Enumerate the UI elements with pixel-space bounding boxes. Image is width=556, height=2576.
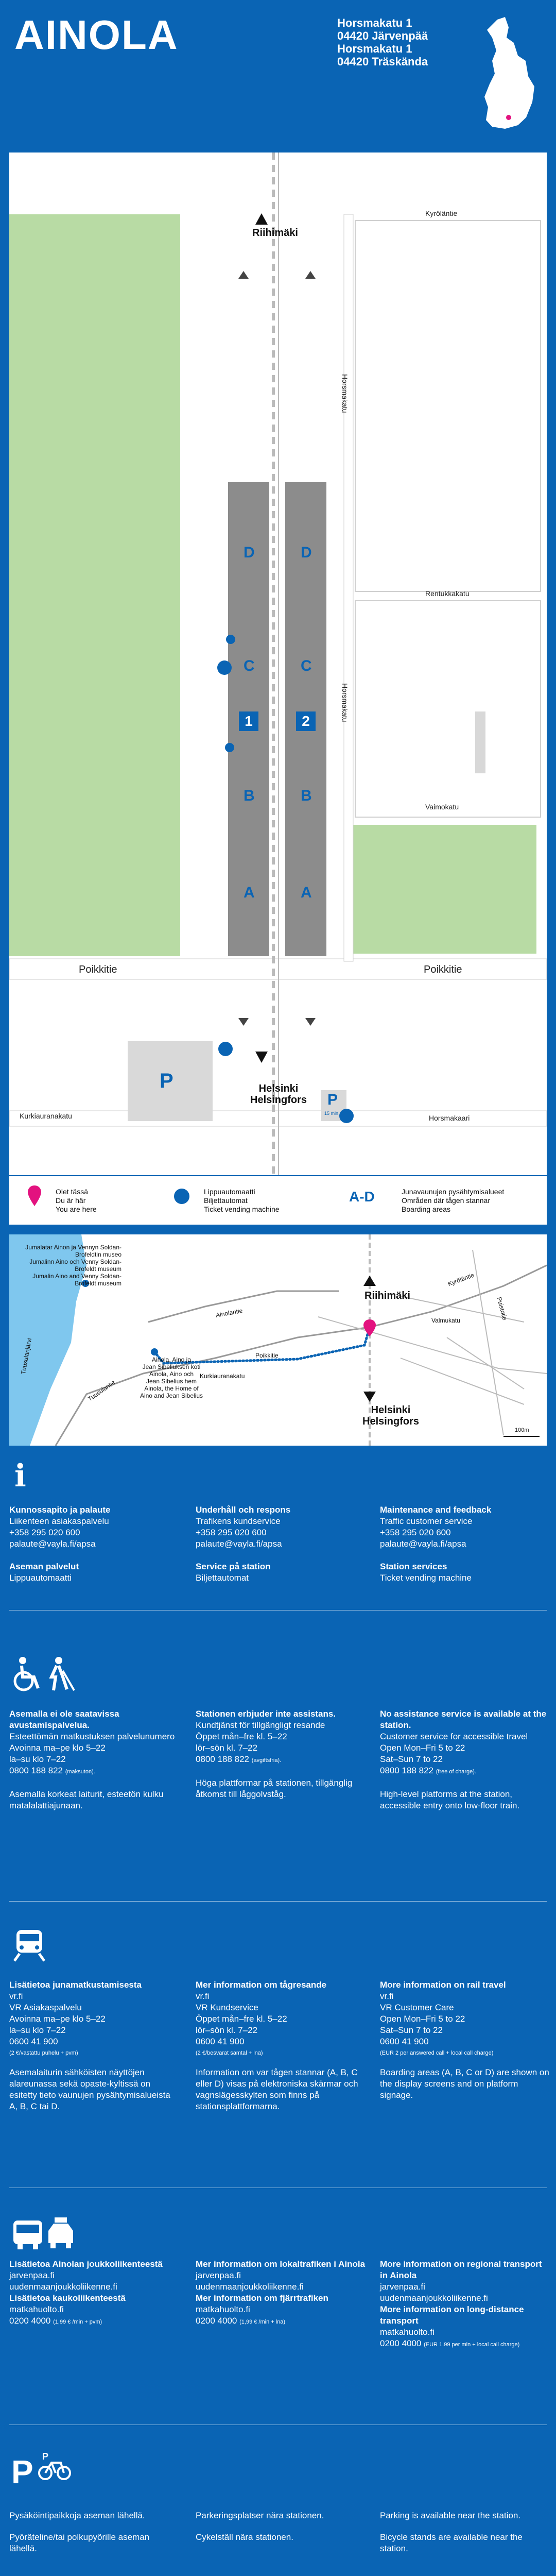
- direction-south-sv: Helsingfors: [250, 1094, 307, 1106]
- access-line: Customer service for accessible travel: [380, 1732, 528, 1741]
- train-text: Information om var tågen stannar (A, B, C eller D) visas på elektroniska skärmar och vagnslägesskylten som finns på stationsplattformarna.: [196, 2067, 358, 2111]
- bus-line: uudenmaanjoukkoliikenne.fi: [9, 2282, 117, 2292]
- parking-line: Parkeringsplatser nära stationen.: [196, 2511, 324, 2520]
- place-text: Aino and Jean Sibelius: [140, 1392, 203, 1399]
- legend-you-are-here: [56, 1188, 97, 1214]
- direction-north: Riihimäki: [252, 227, 298, 239]
- station-map: [9, 152, 547, 1175]
- area-map: [9, 1234, 547, 1446]
- parking-small-icon: P: [327, 1091, 338, 1108]
- location-pin-icon: [28, 1185, 41, 1206]
- sector-letter: D: [301, 544, 312, 561]
- train-col-en: [380, 1979, 550, 2101]
- legend-text: Boarding areas: [402, 1205, 450, 1213]
- info-heading: Kunnossapito ja palaute: [9, 1505, 111, 1515]
- parking-line: Pyöräteline/tai polkupyörille aseman lähellä.: [9, 2532, 150, 2553]
- train-line: VR Asiakaspalvelu: [9, 2003, 82, 2012]
- info-line: Biljettautomat: [196, 1573, 249, 1583]
- access-line: Open Mon–Fri 5 to 22: [380, 1743, 465, 1753]
- road-label: Kurkiauranakatu: [200, 1372, 245, 1380]
- area-south-fi: Helsinki: [371, 1404, 411, 1416]
- access-note: (free of charge).: [436, 1769, 476, 1775]
- train-line: Öppet mån–fre kl. 5–22: [196, 2014, 287, 2024]
- bus-heading: Mer information om lokaltrafiken i Ainola: [196, 2259, 366, 2269]
- access-note: (avgiftsfria).: [251, 1757, 282, 1764]
- section-divider: [9, 1610, 547, 1611]
- bus-heading: More information on long-distance transport: [380, 2304, 524, 2326]
- address-line: 04420 Träskända: [337, 55, 428, 68]
- train-icon: [11, 1927, 47, 1963]
- access-col-en: [380, 1708, 550, 1811]
- info-heading: Station services: [380, 1562, 447, 1571]
- road-label: Poikkitie: [255, 1352, 279, 1359]
- street-label: Rentukkakatu: [425, 589, 470, 598]
- train-note: (2 €/vastattu puhelu + pvm): [9, 2050, 78, 2056]
- parking-line: Parking is available near the station.: [380, 2511, 521, 2520]
- street-horsmakatu: [344, 214, 353, 961]
- access-line: Esteettömän matkustuksen palvelunumero: [9, 1732, 175, 1741]
- bus-line: jarvenpaa.fi: [196, 2270, 241, 2280]
- info-col-sv: [196, 1504, 366, 1584]
- bus-col-sv: [196, 2259, 366, 2328]
- map-legend: [9, 1175, 547, 1225]
- legend-text: Du är här: [56, 1196, 86, 1205]
- train-col-fi: [9, 1979, 179, 2112]
- info-line: Liikenteen asiakaspalvelu: [9, 1516, 109, 1526]
- train-note: (EUR 2 per answered call + local call charge): [380, 2050, 494, 2056]
- place-text: Ainola, Aino och: [149, 1370, 194, 1378]
- train-phone: 0600 41 900: [196, 2037, 245, 2046]
- bus-line: uudenmaanjoukkoliikenne.fi: [380, 2293, 488, 2303]
- info-col-en: [380, 1504, 550, 1584]
- station-address: [337, 16, 428, 68]
- bus-note: (1,99 € /min + pvm): [53, 2319, 102, 2325]
- info-line: Lippuautomaatti: [9, 1573, 72, 1583]
- bus-line: jarvenpaa.fi: [380, 2282, 425, 2292]
- scale-label: 100m: [515, 1427, 529, 1433]
- street-label: Horsmakatu: [341, 374, 349, 413]
- info-line: Trafikens kundservice: [196, 1516, 281, 1526]
- legend-text: Biljettautomat: [204, 1196, 248, 1205]
- legend-text: Områden där tågen stannar: [402, 1196, 490, 1205]
- bus-line: matkahuolto.fi: [380, 2327, 435, 2337]
- access-phone: 0800 188 822: [380, 1766, 433, 1775]
- street-label: Vaimokatu: [425, 803, 459, 811]
- svg-text:P: P: [42, 2452, 49, 2462]
- road-label: Valmukatu: [431, 1317, 460, 1324]
- access-text: Asemalla korkeat laiturit, esteetön kulku matalalattiajunaan.: [9, 1789, 164, 1810]
- bus-heading: Lisätietoa kaukoliikenteestä: [9, 2293, 126, 2303]
- road-label: Puistotie: [495, 1296, 509, 1321]
- parking-bicycle-icon: [11, 2452, 83, 2488]
- area-south-sv: Helsingfors: [362, 1416, 420, 1427]
- bus-line: matkahuolto.fi: [196, 2304, 250, 2314]
- access-line: la–su klo 7–22: [9, 1754, 66, 1764]
- sector-letter: B: [301, 787, 312, 804]
- bus-line: uudenmaanjoukkoliikenne.fi: [196, 2282, 304, 2292]
- parking-col-sv: [196, 2510, 366, 2543]
- access-text: High-level platforms at the station, accessible entry onto low-floor train.: [380, 1789, 520, 1810]
- info-icon: i: [14, 1458, 26, 1494]
- access-heading: No assistance service is available at the station.: [380, 1709, 547, 1730]
- platform-number: 2: [296, 711, 316, 731]
- bus-col-en: [380, 2259, 550, 2350]
- address-line: Horsmakatu 1: [337, 42, 412, 55]
- access-text: Höga plattformar på stationen, tillgänglig åtkomst till låggolvståg.: [196, 1778, 353, 1799]
- city-block: [355, 221, 541, 591]
- sector-letter: B: [244, 787, 255, 804]
- bus-line: matkahuolto.fi: [9, 2304, 64, 2314]
- bus-phone: 0200 4000: [9, 2316, 51, 2326]
- parking-line: Pysäköintipaikkoja aseman lähellä.: [9, 2511, 145, 2520]
- train-col-sv: [196, 1979, 366, 2112]
- info-line: palaute@vayla.fi/apsa: [380, 1539, 466, 1549]
- address-line: 04420 Järvenpää: [337, 29, 428, 42]
- finland-map-icon: [477, 14, 543, 138]
- sector-letter: A: [301, 884, 312, 901]
- wheelchair-icon: [11, 1656, 83, 1692]
- park-area: [9, 214, 180, 956]
- access-heading: Asemalla ei ole saatavissa avustamispalvelua.: [9, 1709, 119, 1730]
- info-heading: Underhåll och respons: [196, 1505, 291, 1515]
- place-text: Jumalatar Ainon ja Vennyn Soldan-Brofeldtin museo: [25, 1244, 121, 1258]
- parking-icon: P: [160, 1070, 173, 1092]
- parking-col-fi: [9, 2510, 179, 2554]
- section-divider: [9, 1901, 547, 1902]
- train-line: vr.fi: [9, 1991, 23, 2001]
- train-phone: 0600 41 900: [380, 2037, 429, 2046]
- train-line: Avoinna ma–pe klo 5–22: [9, 2014, 106, 2024]
- building: [475, 711, 485, 773]
- ticket-machine-icon: [174, 1189, 189, 1204]
- street-label: Poikkitie: [79, 964, 117, 975]
- parking-col-en: [380, 2510, 550, 2554]
- info-line: +358 295 020 600: [380, 1528, 451, 1537]
- sector-letter: D: [244, 544, 255, 561]
- access-col-fi: [9, 1708, 179, 1811]
- street-label: Poikkitie: [424, 964, 462, 975]
- info-heading: Maintenance and feedback: [380, 1505, 492, 1515]
- legend-text: You are here: [56, 1205, 97, 1213]
- info-line: +358 295 020 600: [9, 1528, 80, 1537]
- legend-text: Ticket vending machine: [204, 1205, 280, 1213]
- sector-letter: A: [244, 884, 255, 901]
- parking-small-note: 15 min: [324, 1111, 339, 1116]
- address-line: Horsmakatu 1: [337, 16, 412, 29]
- svg-text:P: P: [11, 2453, 33, 2488]
- place-text: Jumalin Aino and Venny Soldan-Brofeldt museum: [32, 1273, 121, 1287]
- info-col-fi: [9, 1504, 179, 1584]
- info-line: palaute@vayla.fi/apsa: [9, 1539, 96, 1549]
- access-phone: 0800 188 822: [9, 1766, 63, 1775]
- access-line: Öppet mån–fre kl. 5–22: [196, 1732, 287, 1741]
- train-phone: 0600 41 900: [9, 2037, 58, 2046]
- train-heading: Lisätietoa junamatkustamisesta: [9, 1980, 142, 1990]
- access-line: Kundtjänst för tillgängligt resande: [196, 1720, 325, 1730]
- bus-phone: 0200 4000: [196, 2316, 237, 2326]
- train-line: VR Kundservice: [196, 2003, 258, 2012]
- road-label: Ainolantie: [215, 1307, 244, 1319]
- access-heading: Stationen erbjuder inte assistans.: [196, 1709, 336, 1719]
- bus-heading: Lisätietoa Ainolan joukkoliikenteestä: [9, 2259, 163, 2269]
- sectors-symbol: A-D: [349, 1189, 375, 1205]
- station-title: AINOLA: [14, 12, 179, 58]
- train-heading: More information on rail travel: [380, 1980, 506, 1990]
- train-text: Asemalaiturin sähköisten näyttöjen alareunassa sekä opaste-kyltissä on esitetty tieto vaunujen pysähtymisalueista A, B, C tai D.: [9, 2067, 170, 2111]
- legend-sectors: [402, 1188, 504, 1214]
- road-label: Tuusulantie: [86, 1378, 117, 1403]
- info-line: Ticket vending machine: [380, 1573, 472, 1583]
- access-phone: 0800 188 822: [196, 1754, 249, 1764]
- sector-letter: C: [244, 657, 255, 674]
- train-line: Open Mon–Fri 5 to 22: [380, 2014, 465, 2024]
- bus-line: jarvenpaa.fi: [9, 2270, 55, 2280]
- park-area: [350, 825, 536, 954]
- train-line: vr.fi: [380, 1991, 394, 2001]
- legend-text: Junavaunujen pysähtymisalueet: [402, 1188, 505, 1196]
- road-label: Kyröläntie: [447, 1271, 475, 1288]
- train-text: Boarding areas (A, B, C or D) are shown on the display screens and on platform signage.: [380, 2067, 549, 2100]
- direction-south: [250, 1083, 307, 1106]
- info-line: +358 295 020 600: [196, 1528, 267, 1537]
- street-label: Horsmakaari: [429, 1114, 470, 1122]
- info-heading: Aseman palvelut: [9, 1562, 79, 1571]
- place-text: Ainola, the Home of: [144, 1385, 199, 1392]
- info-line: palaute@vayla.fi/apsa: [196, 1539, 282, 1549]
- train-line: lör–sön kl. 7–22: [196, 2025, 258, 2035]
- parking-line: Cykelställ nära stationen.: [196, 2532, 293, 2542]
- train-note: (2 €/besvarat samtal + lna): [196, 2050, 263, 2056]
- legend-ticket-machine: [204, 1188, 280, 1214]
- info-heading: Service på station: [196, 1562, 271, 1571]
- place-text: Ainola, Aino ja: [151, 1356, 192, 1363]
- platform-number: 1: [239, 711, 258, 731]
- place-text: Jumalinn Aino och Venny Soldan-Brofeldt museum: [29, 1258, 121, 1273]
- city-block: [355, 601, 541, 817]
- parking-line: Bicycle stands are available near the station.: [380, 2532, 523, 2553]
- bus-col-fi: [9, 2259, 179, 2328]
- museum-label: [24, 1244, 121, 1287]
- direction-south-fi: Helsinki: [258, 1083, 299, 1094]
- bus-taxi-icon: [11, 2215, 78, 2251]
- access-col-sv: [196, 1708, 366, 1800]
- bus-heading: More information on regional transport in Ainola: [380, 2259, 542, 2280]
- street-label: Kyröläntie: [425, 209, 458, 217]
- bus-phone: 0200 4000: [380, 2338, 422, 2348]
- lake-label: Tuusulanjärvi: [20, 1337, 33, 1375]
- legend-text: Lippuautomaatti: [204, 1188, 255, 1196]
- bus-heading: Mer information om fjärrtrafiken: [196, 2293, 328, 2303]
- bus-note: (1,99 € /min + lna): [239, 2319, 286, 2325]
- train-line: Sat–Sun 7 to 22: [380, 2025, 443, 2035]
- access-line: Avoinna ma–pe klo 5–22: [9, 1743, 106, 1753]
- train-line: vr.fi: [196, 1991, 210, 2001]
- access-note: (maksuton).: [65, 1769, 95, 1775]
- place-text: Jean Sibeliuksen koti: [142, 1363, 201, 1370]
- sector-letter: C: [301, 657, 312, 674]
- street-label: Kurkiauranakatu: [20, 1112, 72, 1120]
- access-line: lör–sön kl. 7–22: [196, 1743, 258, 1753]
- access-line: Sat–Sun 7 to 22: [380, 1754, 443, 1764]
- legend-text: Olet tässä: [56, 1188, 89, 1196]
- street-label: Horsmakatu: [341, 683, 349, 722]
- area-north-label: Riihimäki: [364, 1290, 410, 1301]
- train-line: la–su klo 7–22: [9, 2025, 66, 2035]
- area-south-label: [362, 1404, 419, 1427]
- info-line: Traffic customer service: [380, 1516, 473, 1526]
- place-text: Jean Sibelius hem: [146, 1378, 197, 1385]
- train-line: VR Customer Care: [380, 2003, 454, 2012]
- train-heading: Mer information om tågresande: [196, 1980, 327, 1990]
- bus-note: (EUR 1.99 per min + local call charge): [424, 2342, 520, 2348]
